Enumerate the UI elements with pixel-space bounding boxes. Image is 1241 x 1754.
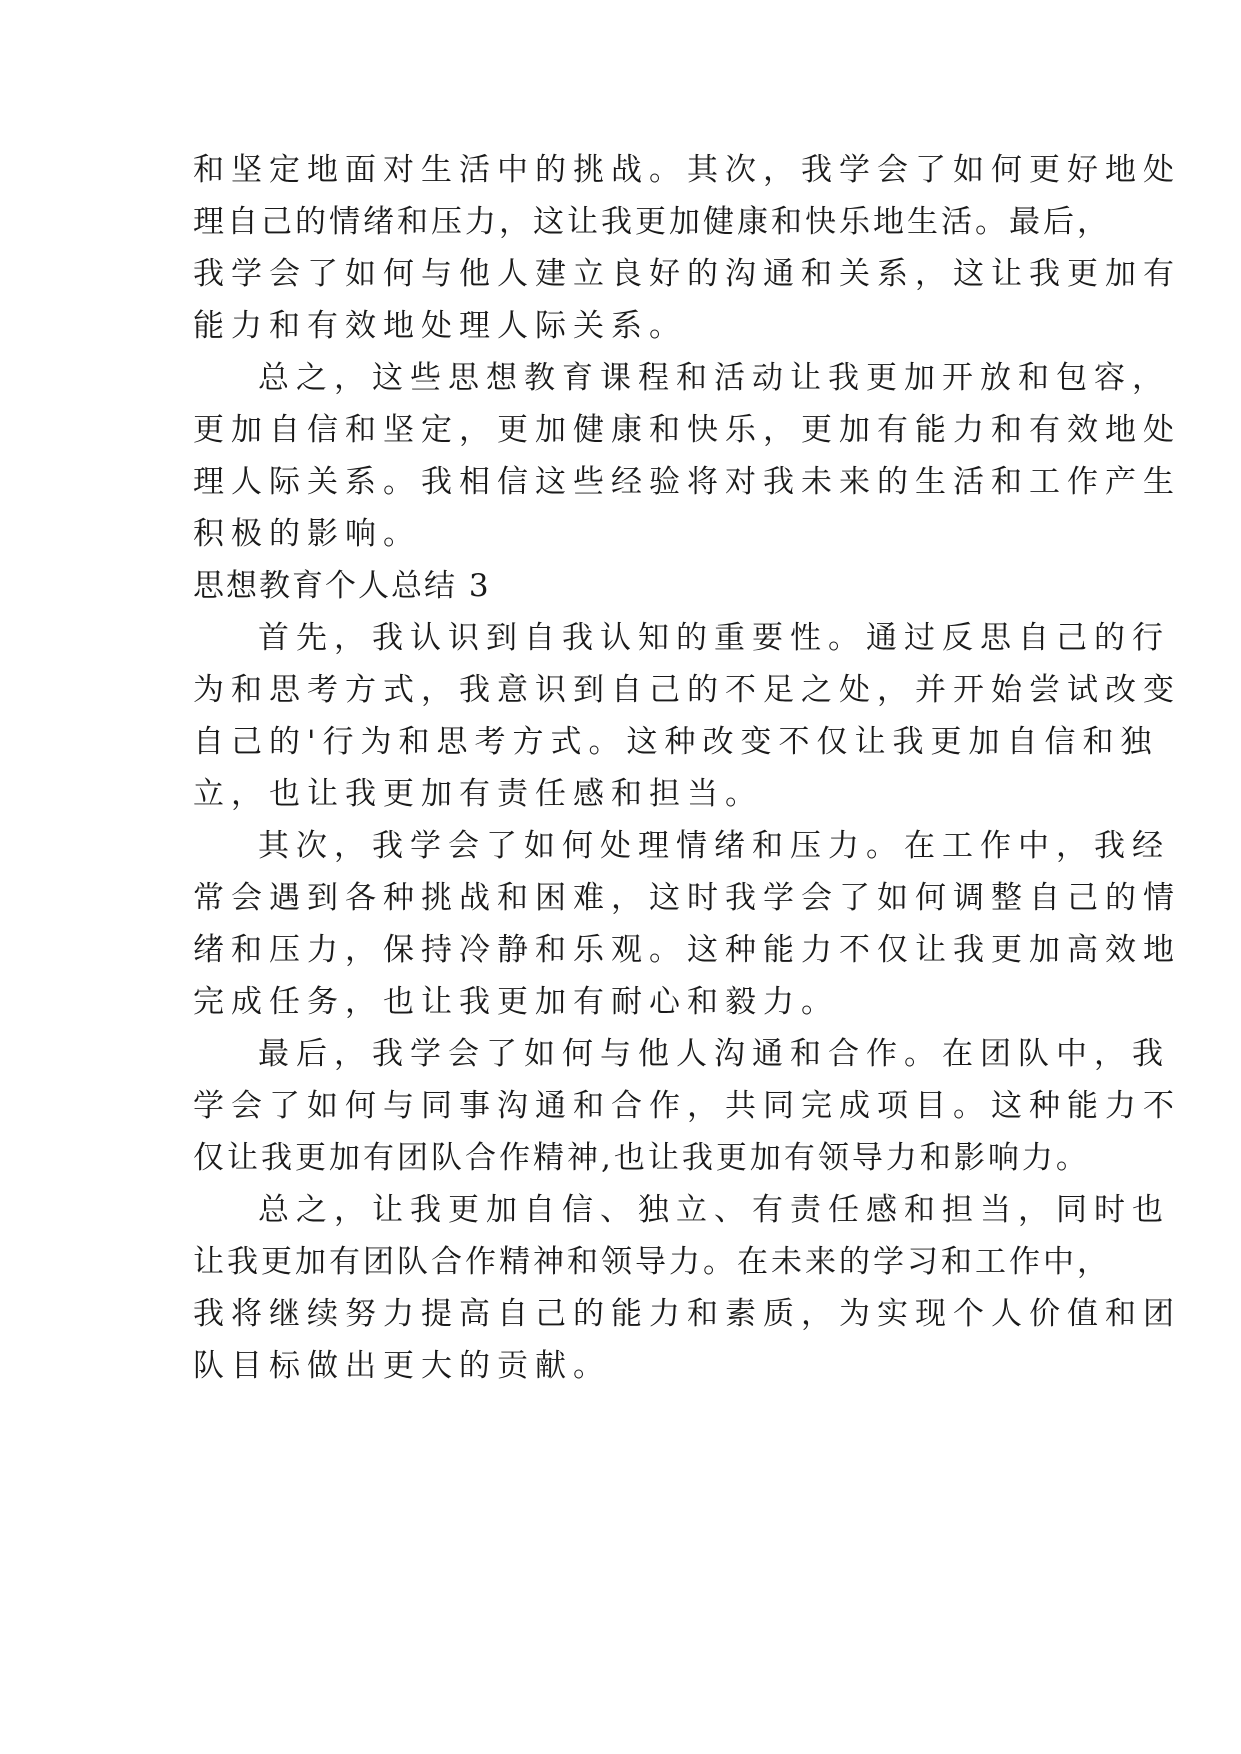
text-line: 我将继续努力提高自己的能力和素质，为实现个人价值和团	[193, 1296, 1181, 1332]
text-line: 队目标做出更大的贡献。	[193, 1348, 611, 1384]
text-line: 能力和有效地处理人际关系。	[193, 308, 687, 344]
paragraph-first-line: 首先，我认识到自我认知的重要性。通过反思自己的行	[258, 620, 1170, 656]
text-line: 常会遇到各种挑战和困难，这时我学会了如何调整自己的情	[193, 880, 1181, 916]
text-line: 立，也让我更加有责任感和担当。	[193, 776, 763, 812]
text-line: 我学会了如何与他人建立良好的沟通和关系，这让我更加有	[193, 256, 1181, 292]
text-line: 理人际关系。我相信这些经验将对我未来的生活和工作产生	[193, 464, 1181, 500]
paragraph-first-line: 总之，这些思想教育课程和活动让我更加开放和包容，	[258, 360, 1170, 396]
paragraph-first-line: 其次，我学会了如何处理情绪和压力。在工作中，我经	[258, 828, 1170, 864]
text-line: 理自己的情绪和压力，这让我更加健康和快乐地生活。最后，	[193, 204, 1111, 240]
text-line: 和坚定地面对生活中的挑战。其次，我学会了如何更好地处	[193, 152, 1181, 188]
text-line: 积极的影响。	[193, 516, 421, 552]
text-line: 为和思考方式，我意识到自己的不足之处，并开始尝试改变	[193, 672, 1181, 708]
text-line: 完成任务，也让我更加有耐心和毅力。	[193, 984, 839, 1020]
paragraph-first-line: 最后，我学会了如何与他人沟通和合作。在团队中，我	[258, 1036, 1170, 1072]
text-line: 自己的'行为和思考方式。这种改变不仅让我更加自信和独	[193, 724, 1159, 760]
paragraph-first-line: 总之，让我更加自信、独立、有责任感和担当，同时也	[258, 1192, 1170, 1228]
text-line: 绪和压力，保持冷静和乐观。这种能力不仅让我更加高效地	[193, 932, 1181, 968]
section-heading: 思想教育个人总结 3	[193, 568, 491, 604]
text-line: 仅让我更加有团队合作精神,也让我更加有领导力和影响力。	[193, 1140, 1090, 1176]
text-line: 学会了如何与同事沟通和合作，共同完成项目。这种能力不	[193, 1088, 1181, 1124]
text-line: 更加自信和坚定，更加健康和快乐，更加有能力和有效地处	[193, 412, 1181, 448]
text-line: 让我更加有团队合作精神和领导力。在未来的学习和工作中，	[193, 1244, 1111, 1280]
